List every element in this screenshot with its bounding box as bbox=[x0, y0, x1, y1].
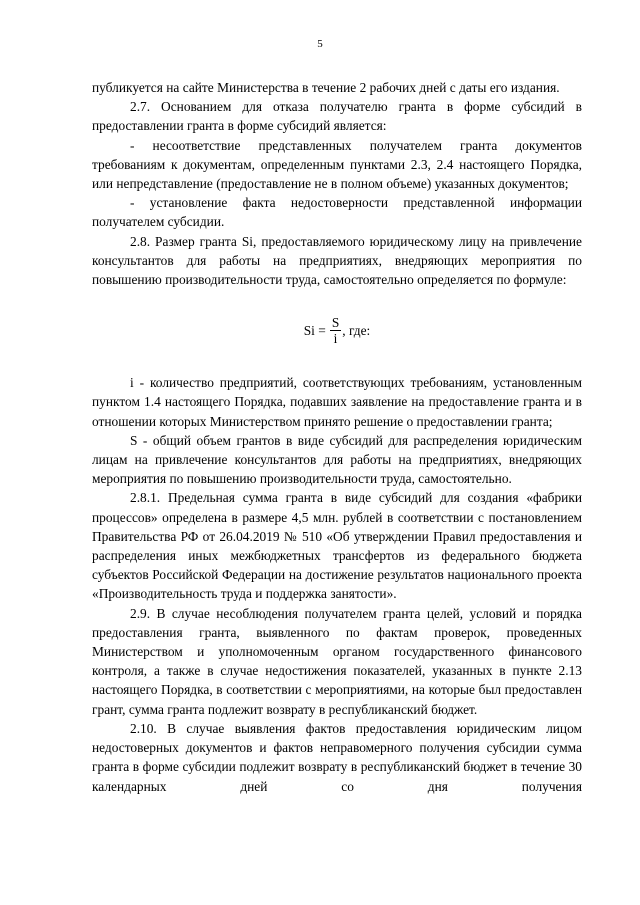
definition-i: i - количество предприятий, соответствующих требованиям, установленным пунктом 1.4 настоящего Порядка, подавших заявление на предоставление гранта и в отношении которых Министерством принято решение о предоставлении гранта; bbox=[92, 375, 582, 429]
formula-denominator: i bbox=[333, 330, 338, 346]
formula-numerator: S bbox=[331, 314, 340, 330]
paragraph-2-9: 2.9. В случае несоблюдения получателем гранта целей, условий и порядка предоставления гранта, выявленного по фактам проверок, проведенных Министерством и уполномоченным органом государственного финансового контроля, а также в случае недостижения показателей, указанных в пункте 2.13 настоящего Порядка, в соответствии с мероприятиями, на которые был предоставлен грант, сумма гранта подлежит возврату в республиканский бюджет. bbox=[92, 605, 582, 717]
formula-fraction bbox=[330, 315, 341, 346]
grant-formula bbox=[92, 299, 582, 361]
paragraph-2-8-1: 2.8.1. Предельная сумма гранта в виде субсидий для создания «фабрики процессов» определена в размере 4,5 млн. рублей в соответствии с постановлением Правительства РФ от 26.04.2019 № 510 «Об утверждении Правил предоставления и распределения иных межбюджетных трансфертов из федерального бюджета субъектов Российской Федерации на достижение результатов национального проекта «Производительность труда и поддержка занятости». bbox=[92, 490, 582, 602]
paragraph-2-10: 2.10. В случае выявления фактов предоставления юридическим лицом недостоверных документов и фактов неправомерного получения субсидии сумма гранта в форме субсидии подлежит возврату в республиканский бюджет в течение 30 календарных дней со дня получения bbox=[92, 720, 582, 794]
document-body bbox=[92, 78, 582, 796]
definition-s: S - общий объем грантов в виде субсидий для распределения юридическим лицам на привлечение консультантов для работы на предприятиях, внедряющих мероприятия по повышению производительности труда, самостоятельно. bbox=[92, 432, 582, 487]
formula-lhs: Si = bbox=[303, 322, 326, 338]
paragraph-2-7-item-2: - установление факта недостоверности представленной информации получателем субсидии. bbox=[92, 195, 582, 230]
paragraph-2-7: 2.7. Основанием для отказа получателю гранта в форме субсидий в предоставлении гранта в форме субсидий является: bbox=[92, 99, 582, 134]
paragraph-2-8: 2.8. Размер гранта Si, предоставляемого юридическому лицу на привлечение консультантов для работы на предприятиях, внедряющих мероприятия по повышению производительности труда, самостоятельно определяется по формуле: bbox=[92, 233, 582, 288]
paragraph-continuation: публикуется на сайте Министерства в течение 2 рабочих дней с даты его издания. bbox=[92, 80, 560, 95]
formula-suffix: , где: bbox=[342, 322, 371, 338]
page-number: 5 bbox=[317, 38, 323, 50]
paragraph-2-7-item-1: - несоответствие представленных получателем гранта документов требованиям к документам, определенным пунктами 2.3, 2.4 настоящего Порядка, или непредставление (предоставление не в полном объеме) указанных документов; bbox=[92, 137, 582, 192]
